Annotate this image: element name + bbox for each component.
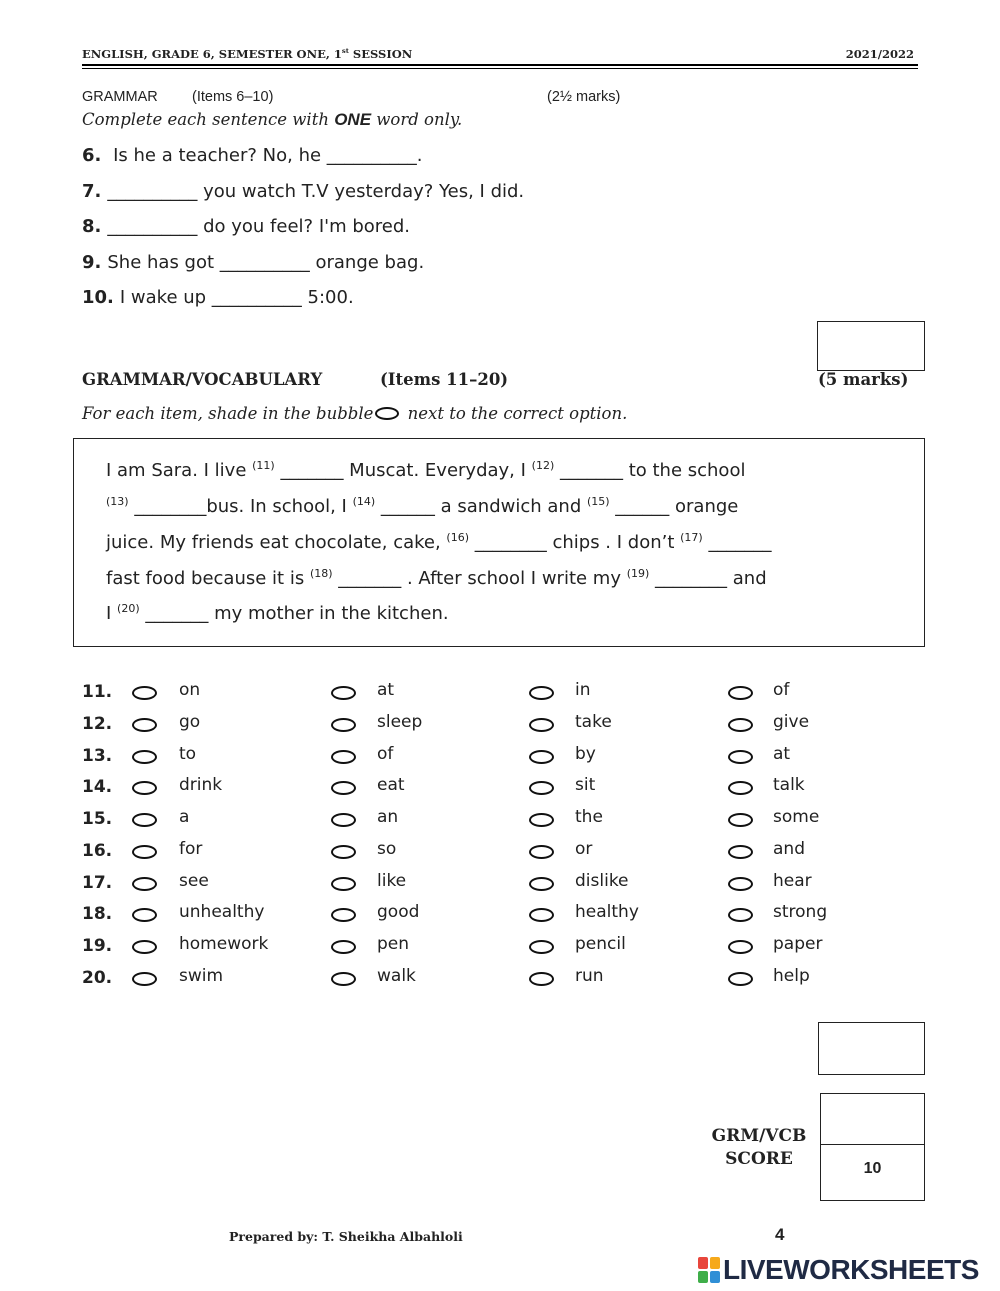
question-10[interactable]: 10. I wake up __________ 5:00. [82, 287, 354, 308]
passage-line: fast food because it is $^{(18)}$ _______ . After school I write my $^{(19)}$ ________ and [106, 567, 767, 589]
answer-row [0, 712, 1000, 742]
answer-row [0, 775, 1000, 805]
answer-bubble[interactable] [331, 845, 356, 859]
answer-bubble[interactable] [331, 718, 356, 732]
vocab-title: GRAMMAR/VOCABULARY [82, 370, 323, 389]
option-label: strong [773, 902, 828, 922]
course-title: ENGLISH, GRADE 6, SEMESTER ONE, 1st SESSION [82, 47, 413, 61]
answer-bubble[interactable] [529, 845, 554, 859]
header-rule-thick [82, 64, 918, 66]
passage-line: juice. My friends eat chocolate, cake, $^{(16)}$ ________ chips . I don’t $^{(17)}$ _______ [106, 531, 772, 553]
answer-bubble[interactable] [728, 877, 753, 891]
answer-bubble[interactable] [529, 877, 554, 891]
page-header [82, 47, 918, 69]
item-number: 19. [82, 936, 113, 956]
passage-line: $^{(13)}$ ________bus. In school, I $^{(14)}$ ______ a sandwich and $^{(15)}$ ______ orange [106, 495, 739, 517]
item-number: 13. [82, 746, 113, 766]
option-label: at [773, 744, 791, 764]
total-score-box [820, 1093, 925, 1201]
answer-row [0, 839, 1000, 869]
option-label: of [773, 680, 790, 700]
question-9[interactable]: 9. She has got __________ orange bag. [82, 252, 425, 273]
answer-row [0, 807, 1000, 837]
passage-line: I $^{(20)}$ _______ my mother in the kitchen. [106, 602, 449, 624]
answer-row [0, 744, 1000, 774]
brand-name: LIVEWORKSHEETS [723, 1254, 979, 1285]
option-label: like [377, 871, 407, 891]
option-label: in [575, 680, 591, 700]
logo-square [710, 1257, 720, 1269]
answer-bubble[interactable] [132, 877, 157, 891]
option-label: swim [179, 966, 224, 986]
option-label: or [575, 839, 593, 859]
option-label: go [179, 712, 201, 732]
logo-square [698, 1257, 708, 1269]
liveworksheets-logo[interactable] [698, 1252, 979, 1288]
vocab-score-box [818, 1022, 925, 1075]
answer-bubble[interactable] [132, 750, 157, 764]
option-label: a [179, 807, 190, 827]
answer-bubble[interactable] [728, 813, 753, 827]
answer-bubble[interactable] [728, 718, 753, 732]
option-label: pencil [575, 934, 626, 954]
answer-bubble[interactable] [728, 940, 753, 954]
option-label: of [377, 744, 394, 764]
option-label: for [179, 839, 203, 859]
option-label: sleep [377, 712, 423, 732]
option-label: take [575, 712, 612, 732]
answer-bubble[interactable] [132, 781, 157, 795]
option-label: homework [179, 934, 269, 954]
answer-row [0, 902, 1000, 932]
option-label: sit [575, 775, 596, 795]
answer-bubble[interactable] [529, 972, 554, 986]
question-7[interactable]: 7. __________ you watch T.V yesterday? Yes, I did. [82, 181, 525, 202]
logo-icon [698, 1257, 720, 1283]
option-label: good [377, 902, 420, 922]
answer-bubble[interactable] [331, 686, 356, 700]
logo-square [710, 1271, 720, 1283]
answer-bubble[interactable] [728, 845, 753, 859]
prepared-by: Prepared by: T. Sheikha Albahloli [229, 1229, 463, 1244]
answer-bubble[interactable] [132, 686, 157, 700]
option-label: to [179, 744, 197, 764]
option-label: unhealthy [179, 902, 265, 922]
answer-bubble[interactable] [728, 750, 753, 764]
option-label: some [773, 807, 820, 827]
option-label: by [575, 744, 596, 764]
option-label: help [773, 966, 810, 986]
answer-bubble[interactable] [331, 781, 356, 795]
answer-bubble[interactable] [331, 750, 356, 764]
option-label: an [377, 807, 399, 827]
vocab-items: (Items 11–20) [380, 370, 509, 389]
logo-square [698, 1271, 708, 1283]
answer-bubble[interactable] [529, 686, 554, 700]
item-number: 20. [82, 968, 113, 988]
answer-bubble[interactable] [331, 940, 356, 954]
grammar-score-box [817, 321, 925, 371]
option-label: hear [773, 871, 812, 891]
header-rule-thin [82, 68, 918, 69]
option-label: dislike [575, 871, 629, 891]
option-label: drink [179, 775, 223, 795]
score-label: GRM/VCB SCORE [711, 1126, 807, 1169]
passage-box [73, 438, 925, 647]
option-label: eat [377, 775, 405, 795]
passage-line: I am Sara. I live $^{(11)}$ _______ Muscat. Everyday, I $^{(12)}$ _______ to the school [106, 459, 746, 481]
answer-bubble[interactable] [529, 908, 554, 922]
answer-bubble[interactable] [331, 908, 356, 922]
answer-bubble[interactable] [728, 908, 753, 922]
answer-bubble[interactable] [529, 718, 554, 732]
item-number: 17. [82, 873, 113, 893]
item-number: 16. [82, 841, 113, 861]
score-divider [821, 1144, 924, 1145]
answer-bubble[interactable] [728, 686, 753, 700]
item-number: 15. [82, 809, 113, 829]
school-year: 2021/2022 [845, 47, 914, 61]
option-label: see [179, 871, 209, 891]
answer-bubble[interactable] [132, 908, 157, 922]
answer-bubble[interactable] [529, 940, 554, 954]
answer-bubble[interactable] [529, 813, 554, 827]
answer-row [0, 966, 1000, 996]
vocab-instructions: For each item, shade in the bubble next to the correct option. [82, 404, 628, 423]
option-label: run [575, 966, 604, 986]
item-number: 11. [82, 682, 113, 702]
option-label: give [773, 712, 810, 732]
option-label: and [773, 839, 805, 859]
answer-bubble[interactable] [529, 781, 554, 795]
item-number: 18. [82, 904, 113, 924]
bubble-icon [375, 407, 399, 420]
answer-bubble[interactable] [728, 781, 753, 795]
item-number: 12. [82, 714, 113, 734]
grammar-instructions: Complete each sentence with ONE word only. [82, 110, 463, 129]
question-6[interactable]: 6. Is he a teacher? No, he __________. [82, 145, 423, 166]
option-label: so [377, 839, 397, 859]
score-total: 10 [863, 1160, 882, 1177]
option-label: talk [773, 775, 805, 795]
page-number: 4 [775, 1225, 785, 1244]
answer-bubble[interactable] [132, 972, 157, 986]
answer-bubble[interactable] [529, 750, 554, 764]
vocab-marks: (5 marks) [818, 370, 909, 389]
answer-bubble[interactable] [331, 813, 356, 827]
item-number: 14. [82, 777, 113, 797]
option-label: the [575, 807, 603, 827]
option-label: healthy [575, 902, 639, 922]
answer-row [0, 871, 1000, 901]
answer-row [0, 934, 1000, 964]
grammar-items: (Items 6–10) [192, 89, 274, 105]
answer-bubble[interactable] [132, 718, 157, 732]
answer-row [0, 680, 1000, 710]
answer-bubble[interactable] [132, 845, 157, 859]
option-label: at [377, 680, 395, 700]
option-label: pen [377, 934, 410, 954]
option-label: walk [377, 966, 416, 986]
option-label: paper [773, 934, 823, 954]
answer-bubble[interactable] [331, 972, 356, 986]
option-label: on [179, 680, 201, 700]
answer-bubble[interactable] [331, 877, 356, 891]
answer-bubble[interactable] [728, 972, 753, 986]
answer-bubble[interactable] [132, 813, 157, 827]
grammar-title: GRAMMAR [82, 89, 158, 105]
question-8[interactable]: 8. __________ do you feel? I'm bored. [82, 216, 410, 237]
grammar-marks: (2½ marks) [547, 89, 621, 105]
answer-bubble[interactable] [132, 940, 157, 954]
